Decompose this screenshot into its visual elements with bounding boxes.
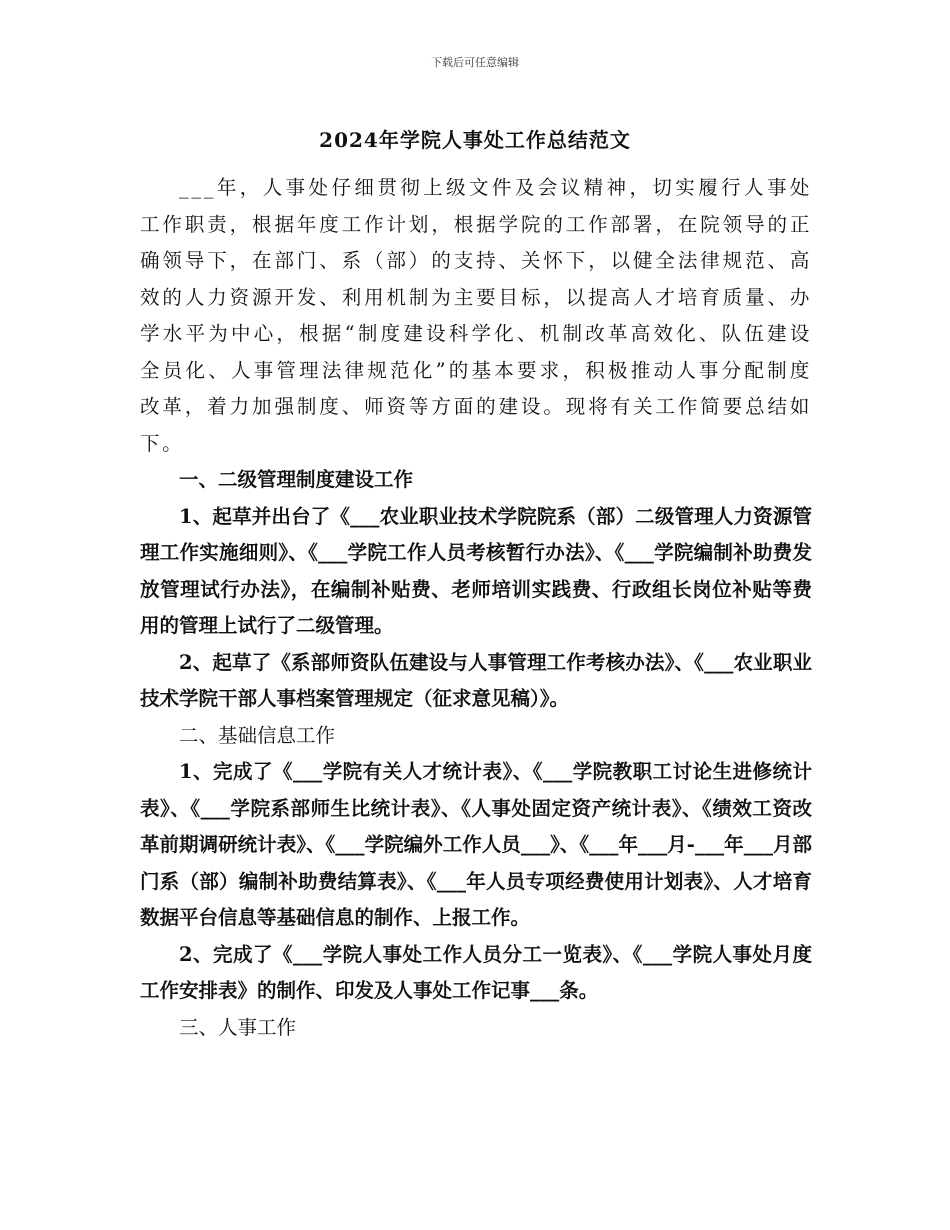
document-title: 2024年学院人事处工作总结范文 [319,128,631,152]
section-heading-2: 二、基础信息工作 [179,723,336,747]
section-1-item-1: 1、起草并出台了《___农业职业技术学院院系（部）二级管理人力资源管理工作实施细则》、《___学院工作人员考核暂行办法》、《___学院编制补助费发放管理试行办法》，在编制补贴费、老师培训实践费、行政组长岗位补贴等费用的管理上试行了二级管理。 [140,504,812,637]
section-heading-3: 三、人事工作 [179,1015,297,1039]
intro-paragraph: ___年，人事处仔细贯彻上级文件及会议精神，切实履行人事处工作职责，根据年度工作计划，根据学院的工作部署，在院领导的正确领导下，在部门、系（部）的支持、关怀下，以健全法律规范、高效的人力资源开发、利用机制为主要目标，以提高人才培育质量、办学水平为中心，根据“制度建设科学化、机制改革高效化、队伍建设全员化、人事管理法律规范化”的基本要求，积极推动人事分配制度改革，着力加强制度、师资等方面的建设。现将有关工作简要总结如下。 [140,176,812,455]
page-header-note: 下载后可任意编辑 [431,56,519,69]
section-1-item-2: 2、起草了《系部师资队伍建设与人事管理工作考核办法》、《___农业职业技术学院干部人事档案管理规定（征求意见稿）》。 [140,650,812,710]
section-2-item-2: 2、完成了《___学院人事处工作人员分工一览表》、《___学院人事处月度工作安排表》的制作、印发及人事处工作记事___条。 [140,942,812,1002]
section-heading-1: 一、二级管理制度建设工作 [179,468,414,491]
document-body [140,170,812,1046]
section-2-item-1: 1、完成了《___学院有关人才统计表》、《___学院教职工讨论生进修统计表》、《___学院系部师生比统计表》、《人事处固定资产统计表》、《绩效工资改革前期调研统计表》、《___学院编外工作人员___》、《___年___月-___年___月部门系（部）编制补助费结算表》、《___年人员专项经费使用计划表》、人才培育数据平台信息等基础信息的制作、上报工作。 [140,760,812,929]
